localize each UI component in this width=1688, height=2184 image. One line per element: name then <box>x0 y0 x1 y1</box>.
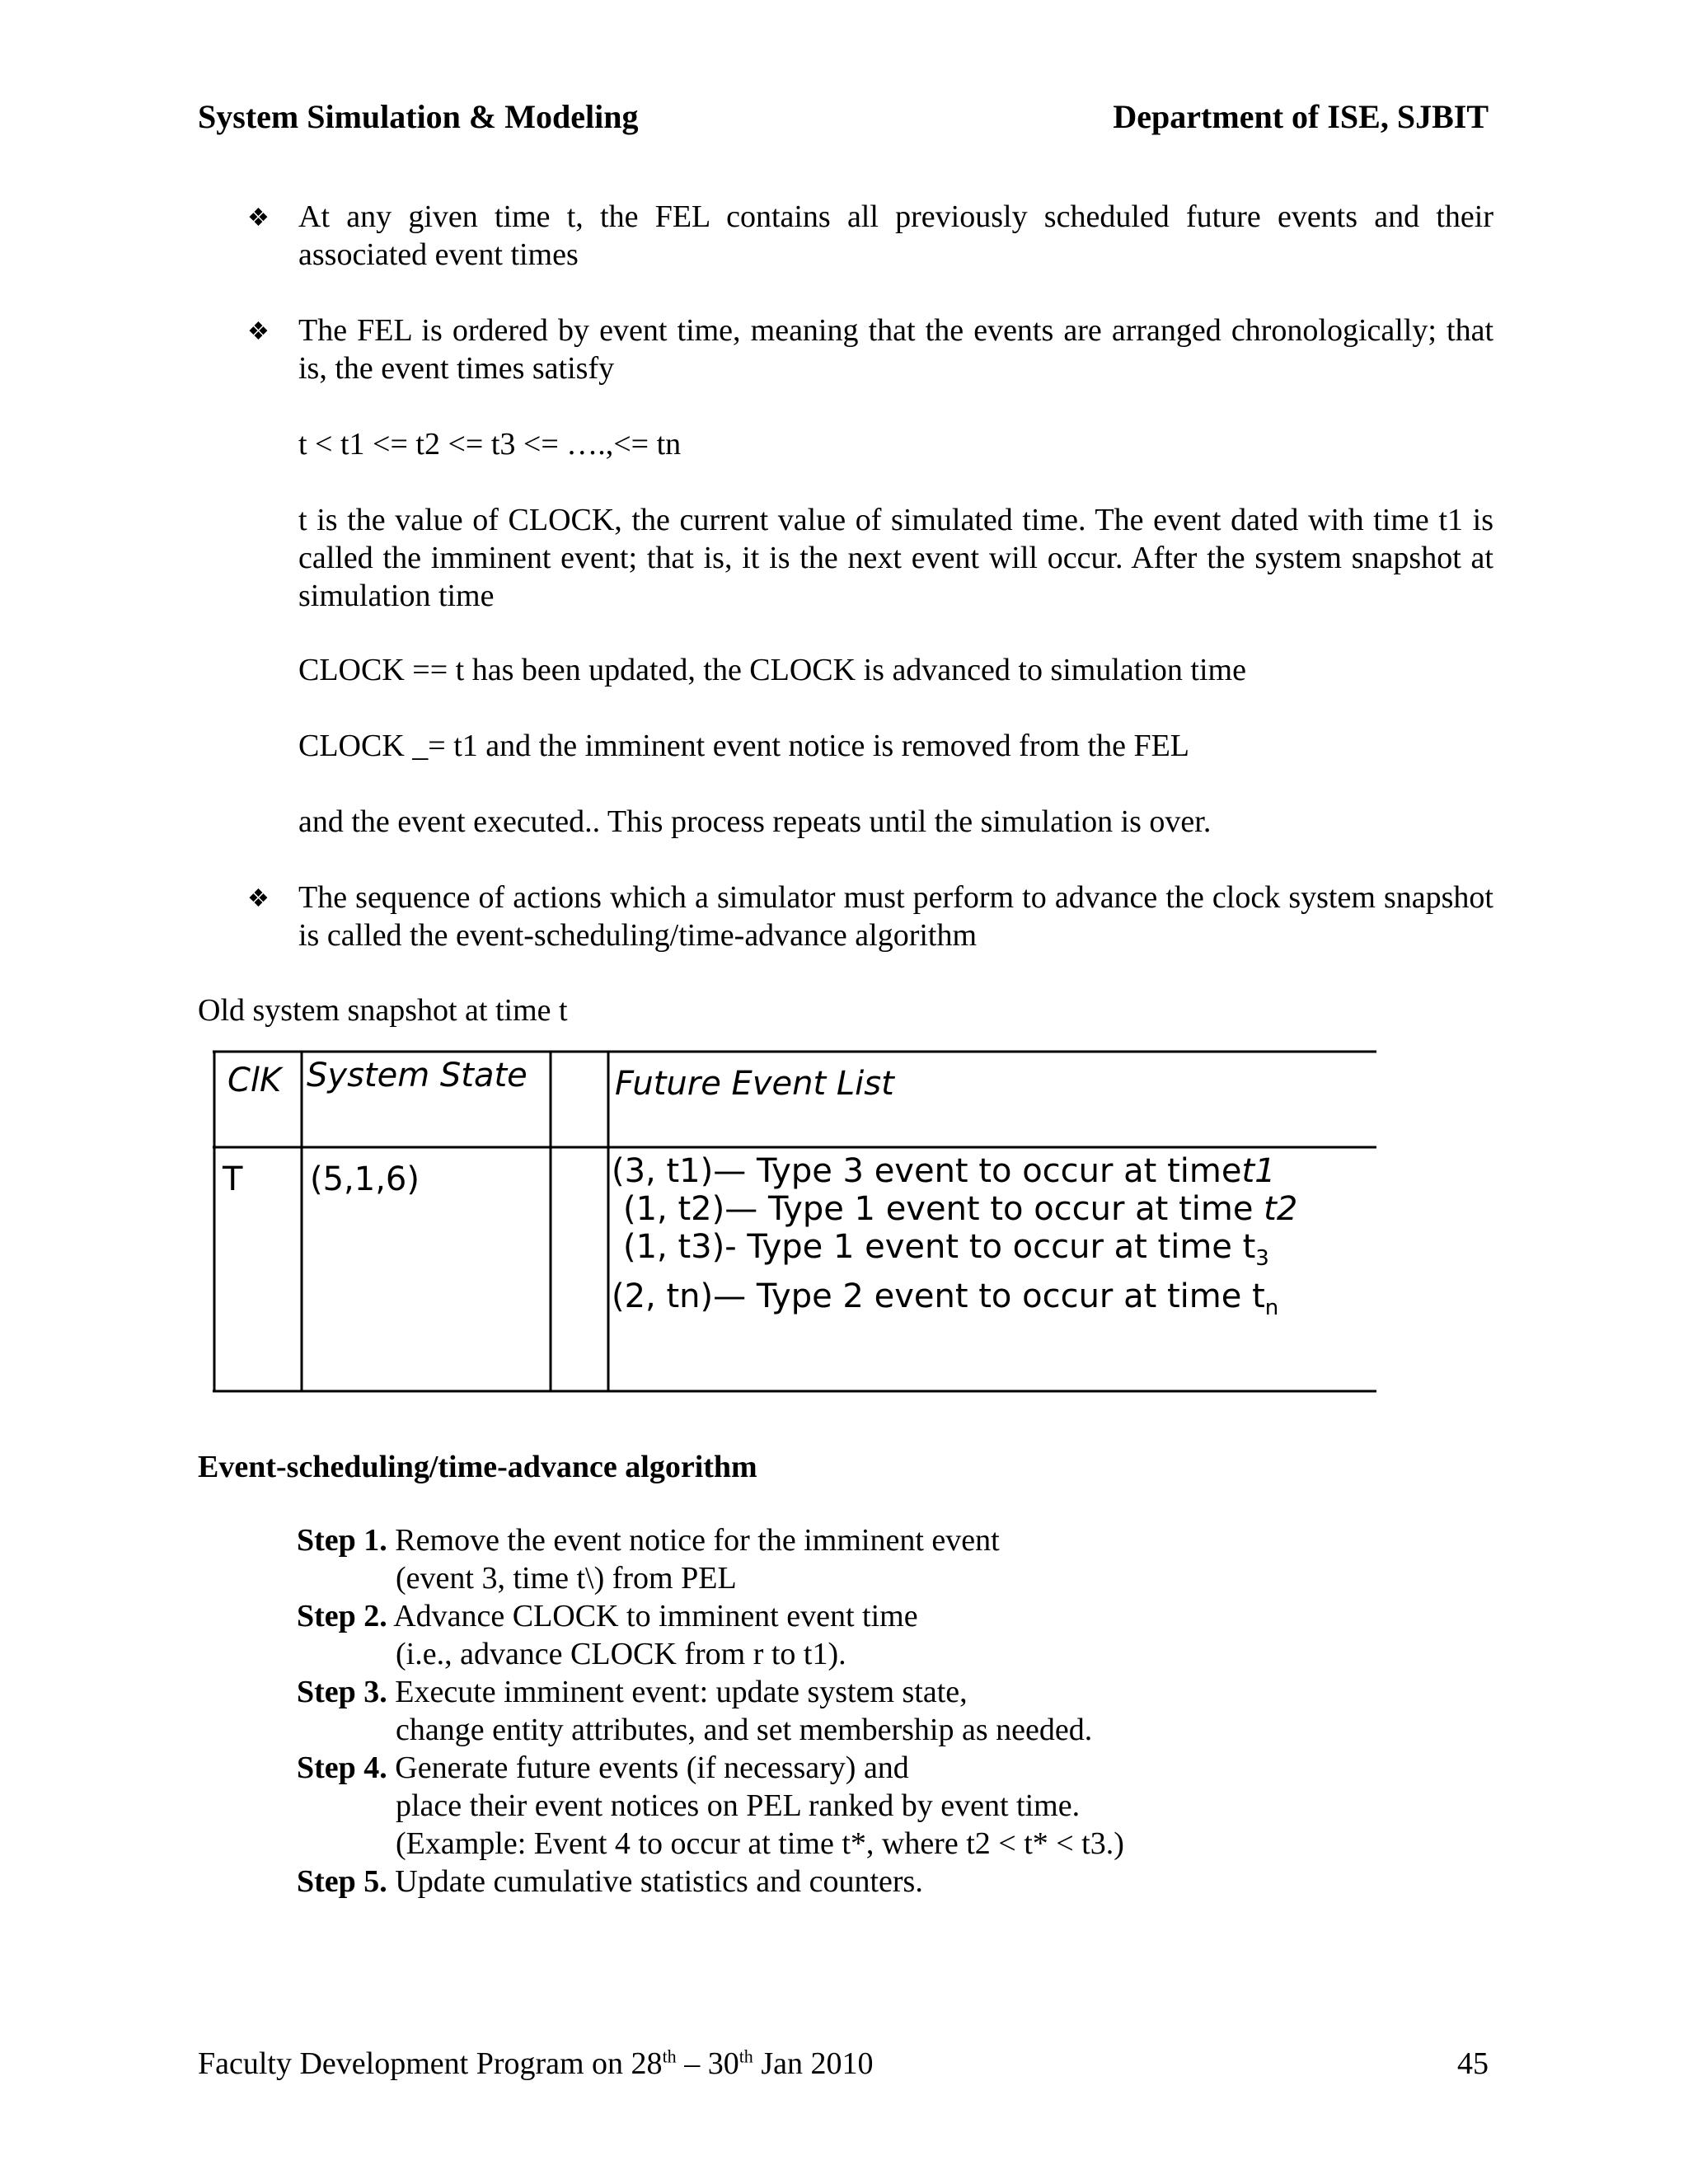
system-state-value: (5,1,6) <box>310 1160 420 1198</box>
algorithm-step: Step 5. Update cumulative statistics and counters. <box>297 1864 923 1899</box>
diamond-bullet-icon: ❖ <box>247 318 270 345</box>
fel-event-item: (1, t2)— Type 1 event to occur at time t2 <box>623 1190 1298 1228</box>
footer-program: Faculty Development Program on 28th – 30th Jan 2010 <box>198 2046 874 2081</box>
header-system-state: System State <box>307 1057 528 1094</box>
header-department: Department of ISE, SJBIT <box>1113 98 1489 135</box>
header-future-event-list: Future Event List <box>615 1065 894 1103</box>
bullet-item <box>247 198 1493 274</box>
algorithm-step: Step 4. Generate future events (if necessary) and <box>297 1750 909 1785</box>
algorithm-step-cont: place their event notices on PEL ranked by event time. <box>396 1788 1081 1823</box>
clock-update-text: CLOCK == t has been updated, the CLOCK is advanced to simulation time <box>298 653 1246 687</box>
repeat-text: and the event executed.. This process repeats until the simulation is over. <box>298 804 1212 839</box>
algorithm-step-cont: (event 3, time t\) from PEL <box>396 1561 737 1596</box>
bullet-item <box>247 879 1493 954</box>
bullet-text: At any given time t, the FEL contains all previously scheduled future events and their associated event times <box>298 199 1493 272</box>
algorithm-title: Event-scheduling/time-advance algorithm <box>198 1450 757 1484</box>
algorithm-step: Step 1. Remove the event notice for the imminent event <box>297 1523 1000 1558</box>
algorithm-step-cont: (i.e., advance CLOCK from r to t1). <box>396 1637 846 1671</box>
page-number: 45 <box>1457 2046 1489 2081</box>
clock-t1-text: CLOCK _= t1 and the imminent event notice is removed from the FEL <box>298 729 1189 763</box>
algorithm-step-cont: (Example: Event 4 to occur at time t*, where t2 < t* < t3.) <box>396 1826 1124 1861</box>
bullet-text: The sequence of actions which a simulator must perform to advance the clock system snapshot is called the event-scheduling/time-advance algorithm <box>298 880 1493 953</box>
snapshot-table <box>198 1045 1383 1408</box>
algorithm-step-cont: change entity attributes, and set membership as needed. <box>396 1713 1093 1747</box>
inequality-text: t < t1 <= t2 <= t3 <= ….,<= tn <box>298 427 682 462</box>
clk-value: T <box>223 1160 243 1198</box>
diamond-bullet-icon: ❖ <box>247 885 270 912</box>
bullet-text: The FEL is ordered by event time, meaning that the events are arranged chronologically; that is, the event times satisfy <box>298 313 1493 386</box>
algorithm-step: Step 2. Advance CLOCK to imminent event time <box>297 1599 918 1633</box>
clock-description: t is the value of CLOCK, the current value of simulated time. The event dated with time t1 is called the imminent event; that is, it is the next event will occur. After the system snapshot at simulation time <box>298 503 1493 613</box>
fel-event-item: (2, tn)— Type 2 event to occur at time $t_n$ <box>612 1277 1279 1320</box>
bullet-item <box>247 312 1493 387</box>
algorithm-step: Step 3. Execute imminent event: update system state, <box>297 1675 968 1709</box>
fel-event-item: (1, t3)- Type 1 event to occur at time $t_3$ <box>623 1228 1269 1271</box>
header-clk: ClK <box>227 1062 282 1099</box>
diamond-bullet-icon: ❖ <box>247 204 270 232</box>
header-title: System Simulation & Modeling <box>198 98 639 135</box>
snapshot-caption: Old system snapshot at time t <box>198 993 568 1028</box>
fel-event-item: (3, t1)— Type 3 event to occur at timet1 <box>612 1152 1276 1190</box>
